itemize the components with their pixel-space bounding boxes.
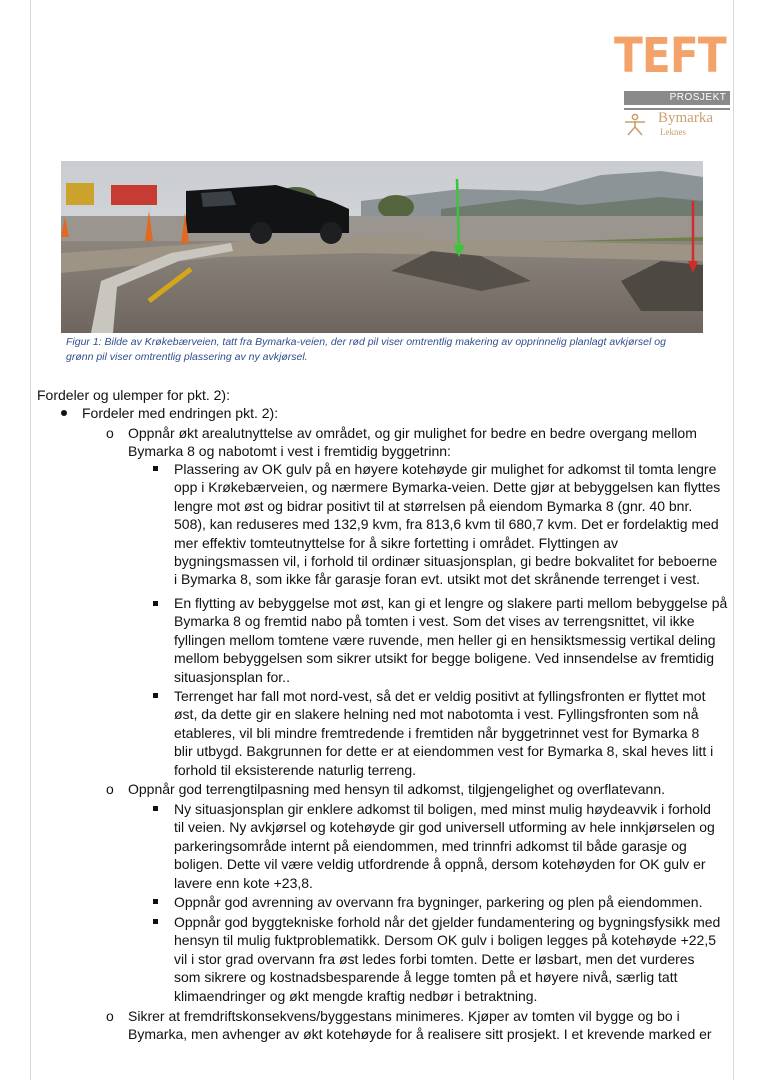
text-line: Oppnår økt arealutnyttelse av området, og gir mulighet for bedre en bedre overgang mellom — [128, 425, 697, 441]
list-item-o3 — [128, 1007, 712, 1044]
text-line: lavere enn kote +23,8. — [174, 874, 313, 891]
text-line: Oppnår god avrenning av overvann fra bygninger, parkering og plen på eiendommen. — [174, 894, 703, 910]
text-line: parkeringsområde internt på eiendommen, med trinnfri adkomst til både garasje og — [174, 837, 687, 854]
list-item-o2 — [128, 780, 665, 798]
text-line: lengre mot øst og bidrar positivt til at størrelsen på eiendom Bymarka 8 (gnr. 40 bnr. — [174, 497, 693, 514]
list-item-s3 — [174, 687, 713, 779]
square-marker — [153, 899, 158, 904]
text-line: Bymarka 8 og fremtid nabo på tomten i vest. Som det vises av terrengsnittet, vil ikke — [174, 613, 695, 630]
text-line: Oppnår god byggtekniske forhold når det gjelder fundamentering og bygningsfysikk med — [174, 914, 721, 930]
text-line: mer effektiv tomteutnyttelse for å sikre fortetting i området. Flyttingen av — [174, 534, 619, 551]
text-line: vil i stor grad overvann fra øst ledes forbi tomten. Dette er løsbart, men det vurderes — [174, 950, 695, 967]
list-item-s4 — [174, 800, 715, 892]
section-heading: Fordeler og ulemper for pkt. 2): — [37, 387, 230, 403]
circle-marker: o — [106, 425, 114, 441]
page-border-right — [733, 0, 734, 1080]
circle-marker: o — [106, 1008, 114, 1024]
list-item-level1: Fordeler med endringen pkt. 2): — [82, 405, 279, 421]
square-marker — [153, 601, 158, 606]
text-line: hensyn til mulig fuktproblematikk. Dersom OK gulv i boligen legges på kotehøyde +22,5 — [174, 932, 717, 949]
person-sun-icon — [622, 112, 648, 136]
list-item-o1 — [128, 424, 697, 461]
text-line: mellom bebyggelsen som sikrer utsikt for begge boligene. Ved innsendelse av fremtidig — [174, 650, 715, 667]
text-line: opp i Krøkebærveien, og nærmere Bymarka-veien. Dette gjør at bebyggelsen kan flyttes — [174, 479, 721, 496]
circle-marker: o — [106, 781, 114, 797]
text-line: boligen. Dette vil være veldig utfordrende å oppnå, dersom kotehøyden for OK gulv er — [174, 856, 706, 873]
logo-subtitle: Leknes — [660, 127, 686, 137]
teft-logo — [614, 28, 730, 138]
text-line: Ny situasjonsplan gir enklere adkomst til boligen, med minst mulig høydeavvik i forhold — [174, 801, 711, 817]
text-line: øst, da dette gir en slakere helning ned mot nabotomta i vest. Fyllingsfronten som nå — [174, 706, 699, 723]
text-line: Oppnår god terrengtilpasning med hensyn til adkomst, tilgjengelighet og overflatevann. — [128, 781, 665, 797]
caption-line-2: grønn pil viser omtrentlig plassering av ny avkjørsel. — [66, 350, 308, 363]
square-marker — [153, 466, 158, 471]
text-line: i Bymarka 8, som ikke får garasje foran evt. utsikt mot det skrånende terrenget i vest. — [174, 571, 701, 588]
square-marker — [153, 919, 158, 924]
site-photo — [61, 161, 703, 333]
square-marker — [153, 806, 158, 811]
caption-line-1: Figur 1: Bilde av Krøkebærveien, tatt fra Bymarka-veien, der rød pil viser omtrentlig makering av opprinnelig planlagt avkjørsel og — [66, 336, 666, 348]
text-line: bygningsmassen vil, i forhold til ordinær situasjonsplan, gi bedre bokvalitet for beboerne — [174, 553, 718, 570]
text-line: etableres, vil bli mindre fremtredende i fremtiden når byggetrinnet vest for Bymarka 8 — [174, 724, 700, 741]
text-line: klimaendringer og økt mengde kraftig nedbør i betraktning. — [174, 987, 538, 1004]
text-line: En flytting av bebyggelse mot øst, kan gi et lengre og slakere parti mellom bebyggelse på — [174, 595, 728, 611]
text-line: blir utbygd. Bakgrunnen for dette er at eiendommen vest for Bymarka 8, skal heves litt i — [174, 743, 714, 760]
text-line: Plassering av OK gulv på en høyere kotehøyde gir mulighet for adkomst til tomta lengre — [174, 461, 717, 477]
page-border-left — [30, 0, 31, 1080]
text-line: Sikrer at fremdriftskonsekvens/byggestans minimeres. Kjøper av tomten vil bygge og bo i — [128, 1008, 680, 1024]
logo-name: Bymarka — [658, 110, 713, 126]
text-line: fyllingen mellom tomtene være ruvende, men heller gi en hensiktsmessig vertikal deling — [174, 631, 716, 648]
list-item-s2 — [174, 594, 727, 686]
logo-title: TEFT — [614, 28, 726, 84]
text-line: Terrenget har fall mot nord-vest, så det er veldig positivt at fyllingsfronten er flyttet mot — [174, 688, 706, 704]
logo-tag: PROSJEKT — [669, 92, 727, 103]
list-item-s5 — [174, 893, 702, 911]
text-line: situasjonsplan for.. — [174, 668, 290, 685]
text-line: 508), kan reduseres med 132,9 kvm, fra 813,6 kvm til 680,7 kvm. Det er fordelaktig med — [174, 516, 719, 533]
square-marker — [153, 693, 158, 698]
text-line: Bymarka, men avhenger av økt kotehøyde for å realisere sitt prosjekt. I et krevende marked er — [128, 1026, 712, 1043]
text-line: forhold til eksisterende naturlig terreng. — [174, 761, 417, 778]
figure-caption — [66, 335, 706, 364]
text-line: til veien. Ny avkjørsel og kotehøyde gir god universell utforming av hele innkjørselen og — [174, 819, 715, 836]
text-line: Bymarka 8 og nabotomt i vest i fremtidig byggetrinn: — [128, 443, 451, 460]
list-item-s6 — [174, 913, 720, 1005]
text-line: som sikrere og kostnadsbesparende å legge tomten på et høyere nivå, særlig tatt — [174, 969, 678, 986]
bullet-marker — [61, 410, 67, 416]
list-item-s1 — [174, 460, 720, 589]
